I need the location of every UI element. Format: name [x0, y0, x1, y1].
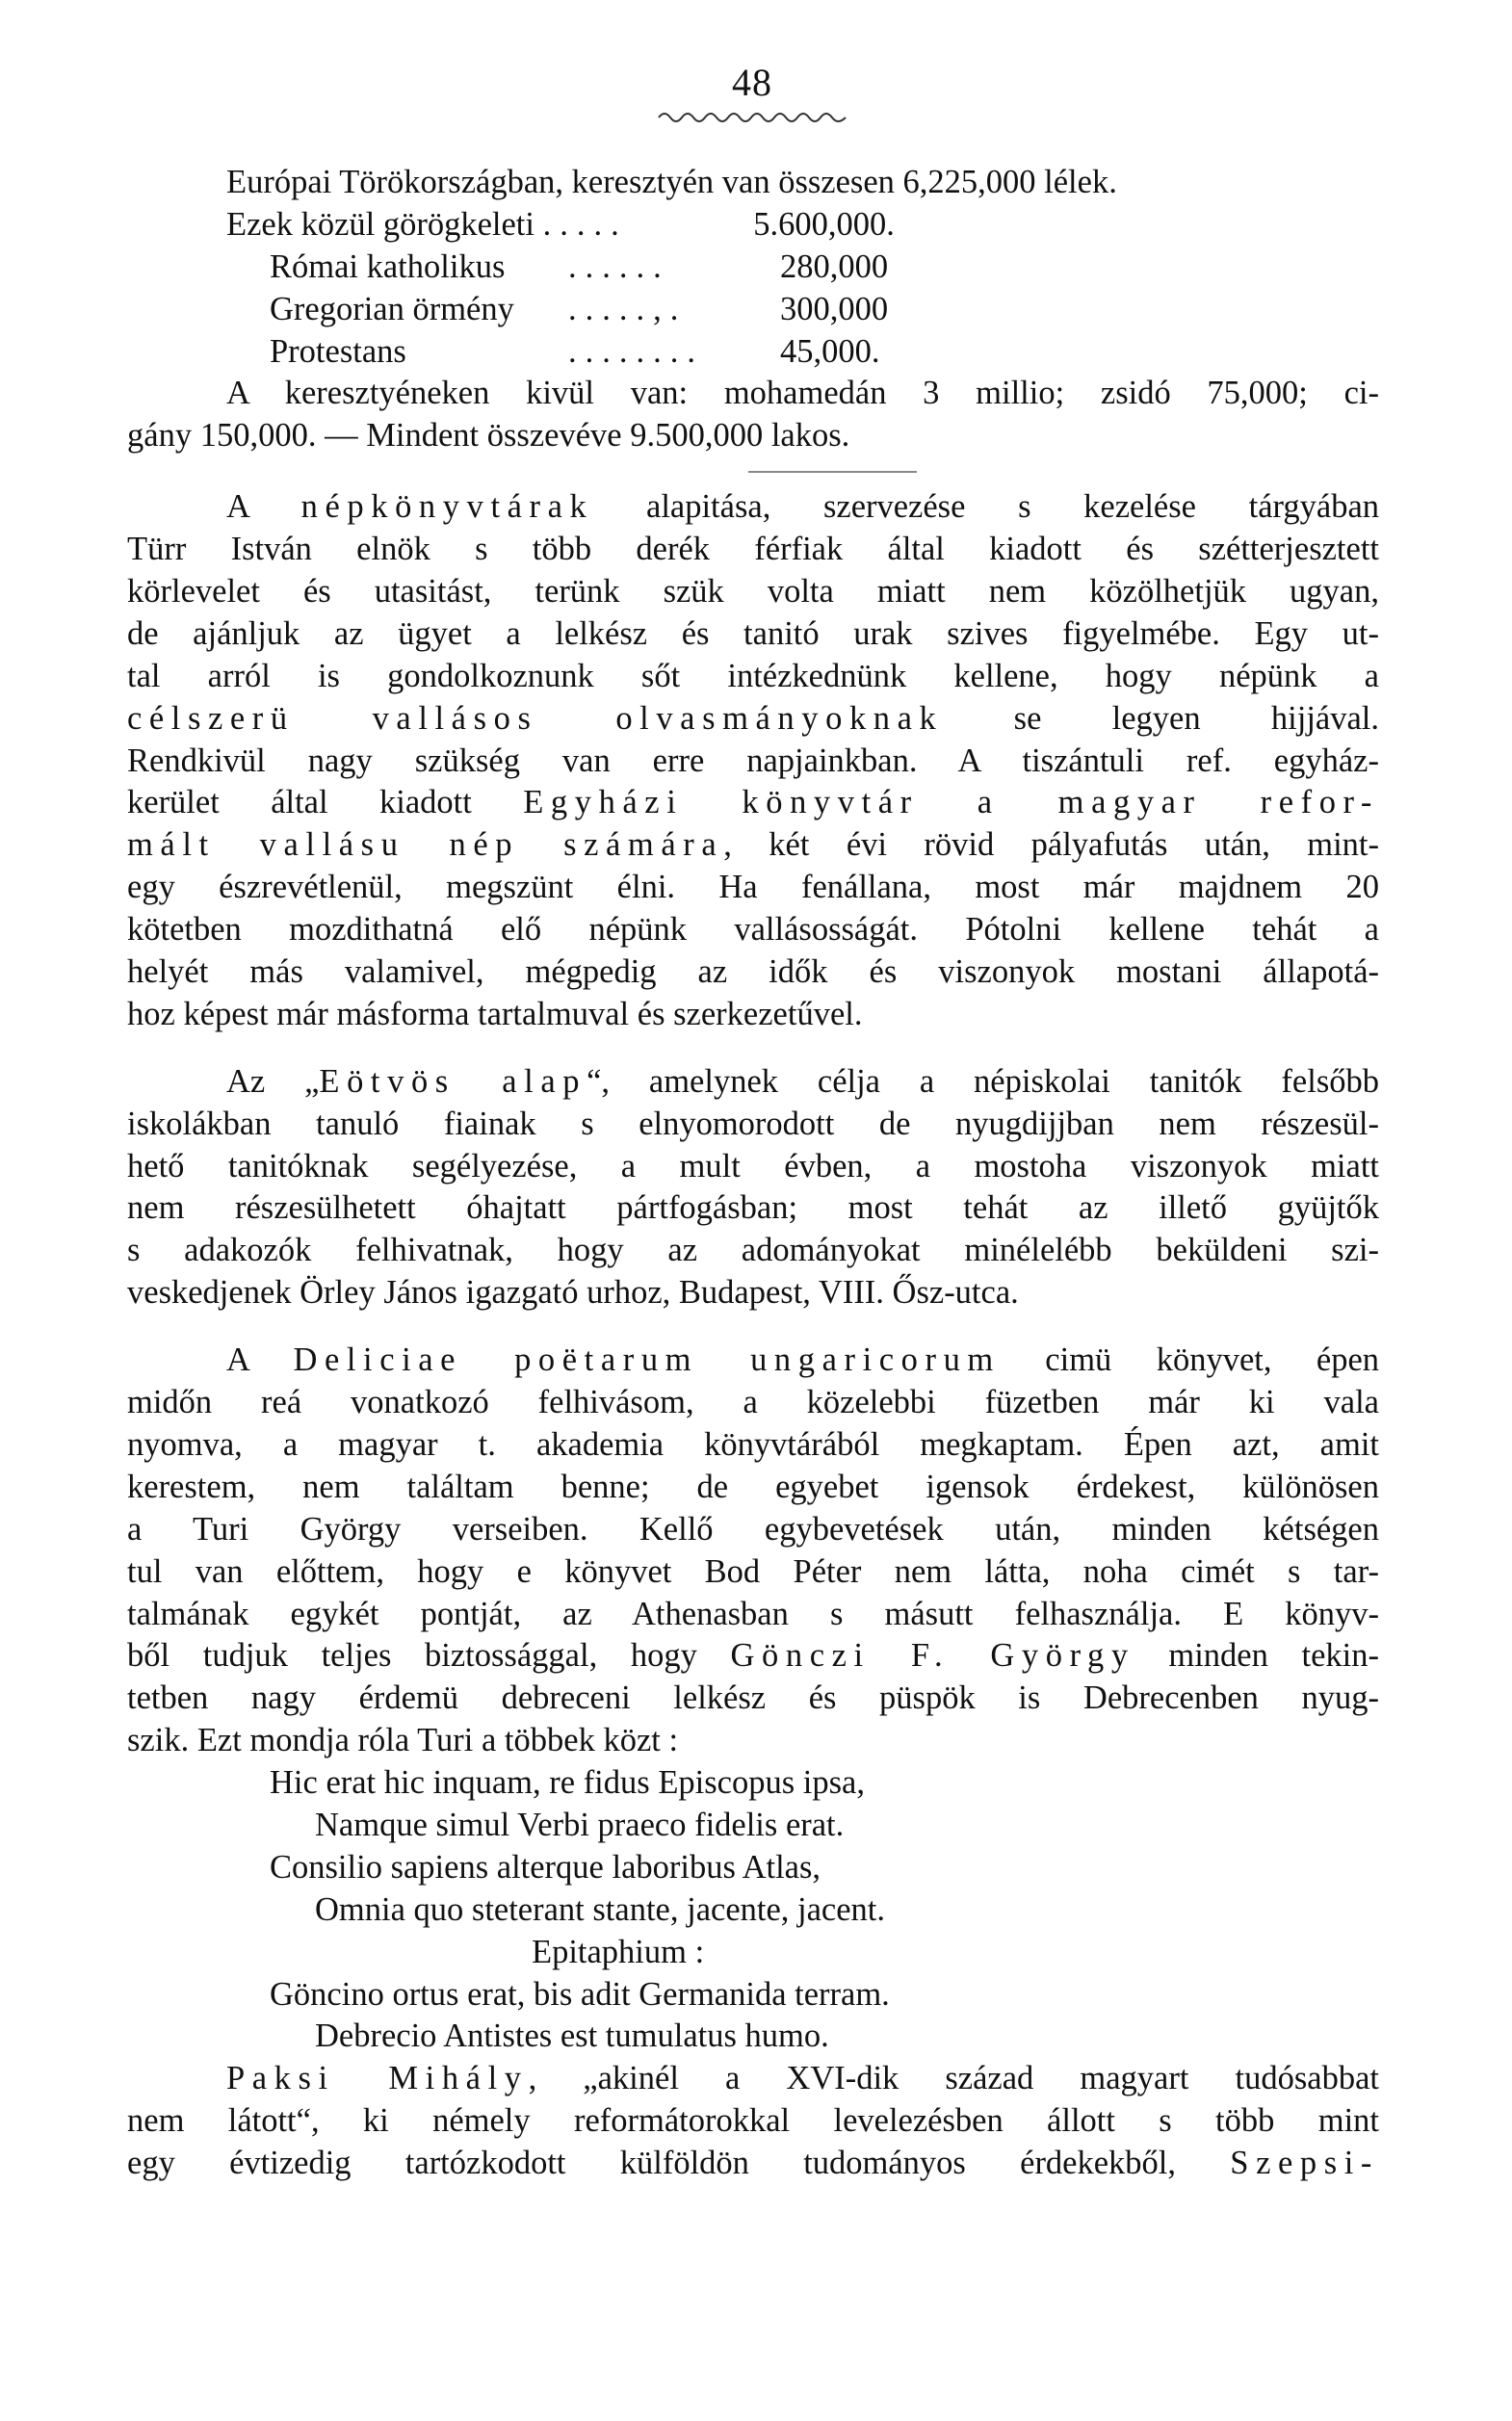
leader-dots: ...... [568, 247, 670, 285]
verse-block [127, 1762, 1379, 2058]
text-line: tetben nagy érdemü debreceni lelkész és püspök is Debrecenben nyug- [127, 1679, 1379, 1717]
text-line: s adakozók felhivatnak, hogy az adományokat minélelébb beküldeni szi- [127, 1232, 1379, 1269]
spaced-term: Egyházi könyvtár a magyar refor- [523, 784, 1379, 821]
spaced-term: célszerü vallásos olvasmányoknak [127, 699, 944, 737]
text-line: egy észrevétlenül, megszünt élni. Ha fenállana, most már majdnem 20 [127, 869, 1379, 906]
spaced-term: népkönyvtárak [300, 488, 594, 526]
text-line: nyomva, a magyar t. akademia könyvtárából megkaptam. Épen azt, amit [127, 1425, 1379, 1463]
stats-row-value: 45,000. [780, 332, 880, 370]
text-line: veskedjenek Örley János igazgató urhoz, Budapest, VIII. Ősz-utca. [127, 1274, 1019, 1312]
stats-row [127, 289, 1379, 331]
stats-row-label: Protestans [270, 332, 406, 370]
text-run: alapitása, szervezése s kezelése tárgyában [593, 488, 1379, 526]
verse-line: Namque simul Verbi praeco fidelis erat. [315, 1806, 845, 1843]
text-line: talmának egykét pontját, az Athenasban s másutt felhasználja. E könyv- [127, 1595, 1379, 1632]
text-run: se legyen hijjával. [943, 699, 1379, 737]
text-line: tal arról is gondolkoznunk sőt intézkednünk kellene, hogy népünk a [127, 657, 1379, 694]
text-run: , „akinél a XVI-dik század magyart tudósabbat [528, 2060, 1379, 2097]
spaced-term: Deliciae poëtarum ungaricorum [293, 1341, 1001, 1379]
paragraph-nepkonyvtarak [127, 486, 1379, 1036]
page-number: 48 [732, 61, 772, 104]
text-run: ből tudjuk teljes biztossággal, hogy [127, 1637, 731, 1675]
text-line: nem részesülhetett óhajtatt pártfogásban; most tehát az illető gyüjtők [127, 1189, 1379, 1227]
stats-lead-row [127, 204, 1379, 247]
leader-dots: .....,. [568, 290, 688, 327]
text-line: Rendkivül nagy szükség van erre napjainkban. A tiszántuli ref. egyház- [127, 742, 1379, 779]
page-body [127, 162, 1379, 2185]
verse-heading: Epitaphium : [532, 1933, 705, 1970]
stats-row [127, 247, 1379, 289]
stats-row-value: 280,000 [780, 247, 889, 285]
verse-line: Consilio sapiens alterque laboribus Atlas, [270, 1848, 821, 1886]
leader-dots: ..... [542, 205, 628, 243]
leader-dots: ........ [568, 332, 704, 370]
spaced-term: Eötvös alap [319, 1062, 587, 1100]
text-line: kötetben mozdithatná elő népünk vallásosságát. Pótolni kellene tehát a [127, 911, 1379, 949]
header-ornament [657, 108, 849, 125]
text-run: minden tekin- [1134, 1637, 1379, 1675]
stats-row [127, 331, 1379, 374]
verse-line: Debrecio Antistes est tumulatus humo. [315, 2018, 829, 2055]
stats-row-label: Római katholikus [270, 247, 506, 285]
text-line: iskolákban tanuló fiainak s elnyomorodott de nyugdijjban nem részesül- [127, 1105, 1379, 1142]
text-line: hoz képest már másforma tartalmuval és szerkezetűvel. [127, 995, 863, 1032]
stats-lead-value: 5.600,000. [753, 205, 895, 243]
text-run: A [226, 488, 301, 526]
text-line: midőn reá vonatkozó felhivásom, a közelebbi füzetben már ki vala [127, 1384, 1379, 1421]
stats-lead-label: Ezek közül görögkeleti [226, 205, 534, 243]
verse-line: Göncino ortus erat, bis adit Germanida terram. [270, 1975, 890, 2013]
spaced-term: Szepsi- [1230, 2145, 1379, 2182]
text-run: , két évi rövid pályafutás után, mint- [723, 826, 1379, 864]
text-line: hető tanitóknak segélyezése, a mult évben, a mostoha viszonyok miatt [127, 1147, 1379, 1184]
text-line: kerestem, nem találtam benne; de egyebet igensok érdekest, különösen [127, 1468, 1379, 1505]
text-line: Türr István elnök s több derék férfiak által kiadott és szétterjesztett [127, 531, 1379, 568]
verse-line: Hic erat hic inquam, re fidus Episcopus ipsa, [270, 1764, 865, 1802]
spaced-term: mált vallásu nép számára [127, 826, 724, 864]
text-run: cimü könyvet, épen [1000, 1341, 1379, 1379]
stats-row-value: 300,000 [780, 290, 889, 327]
text-run: Az „ [226, 1062, 320, 1100]
paragraph-eotvos-alap [127, 1061, 1379, 1315]
text-run: A [226, 1341, 294, 1379]
stats-intro: Európai Törökországban, keresztyén van összesen 6,225,000 lélek. [226, 164, 1117, 200]
spaced-term: Paksi Mihály [226, 2060, 529, 2097]
text-run: “, amelynek célja a népiskolai tanitók felsőbb [587, 1062, 1379, 1100]
text-line: a Turi György verseiben. Kellő egybevetések után, minden kétségen [127, 1510, 1379, 1548]
spaced-term: Gönczi F. György [730, 1637, 1135, 1675]
text-run: kerület által kiadott [127, 784, 524, 821]
text-line: tul van előttem, hogy e könyvet Bod Péter nem látta, noha cimét s tar- [127, 1552, 1379, 1590]
verse-line: Omnia quo steterant stante, jacente, jacent. [315, 1890, 886, 1928]
text-line: nem látott“, ki némely reformátorokkal levelezésben állott s több mint [127, 2102, 1379, 2140]
stats-row-label: Gregorian örmény [270, 290, 514, 327]
text-run: egy évtizedig tartózkodott külföldön tudományos érdekekből, [127, 2145, 1231, 2182]
text-line: szik. Ezt mondja róla Turi a többek közt : [127, 1722, 679, 1759]
paragraph-deliciae [127, 1340, 1379, 1762]
paragraph-paksi [127, 2058, 1379, 2185]
text-line: de ajánljuk az ügyet a lelkész és tanitó urak szives figyelmébe. Egy ut- [127, 614, 1379, 652]
text-line: körlevelet és utasitást, terünk szük volta miatt nem közölhetjük ugyan, [127, 573, 1379, 611]
stats-extra-line: gány 150,000. — Mindent összevéve 9.500,000 lakos. [127, 417, 850, 455]
statistics-block [127, 162, 1379, 457]
text-line: helyét más valamivel, mégpedig az idők és viszonyok mostani állapotá- [127, 953, 1379, 991]
stats-extra-line: A keresztyéneken kivül van: mohamedán 3 millio; zsidó 75,000; ci- [226, 375, 1379, 412]
